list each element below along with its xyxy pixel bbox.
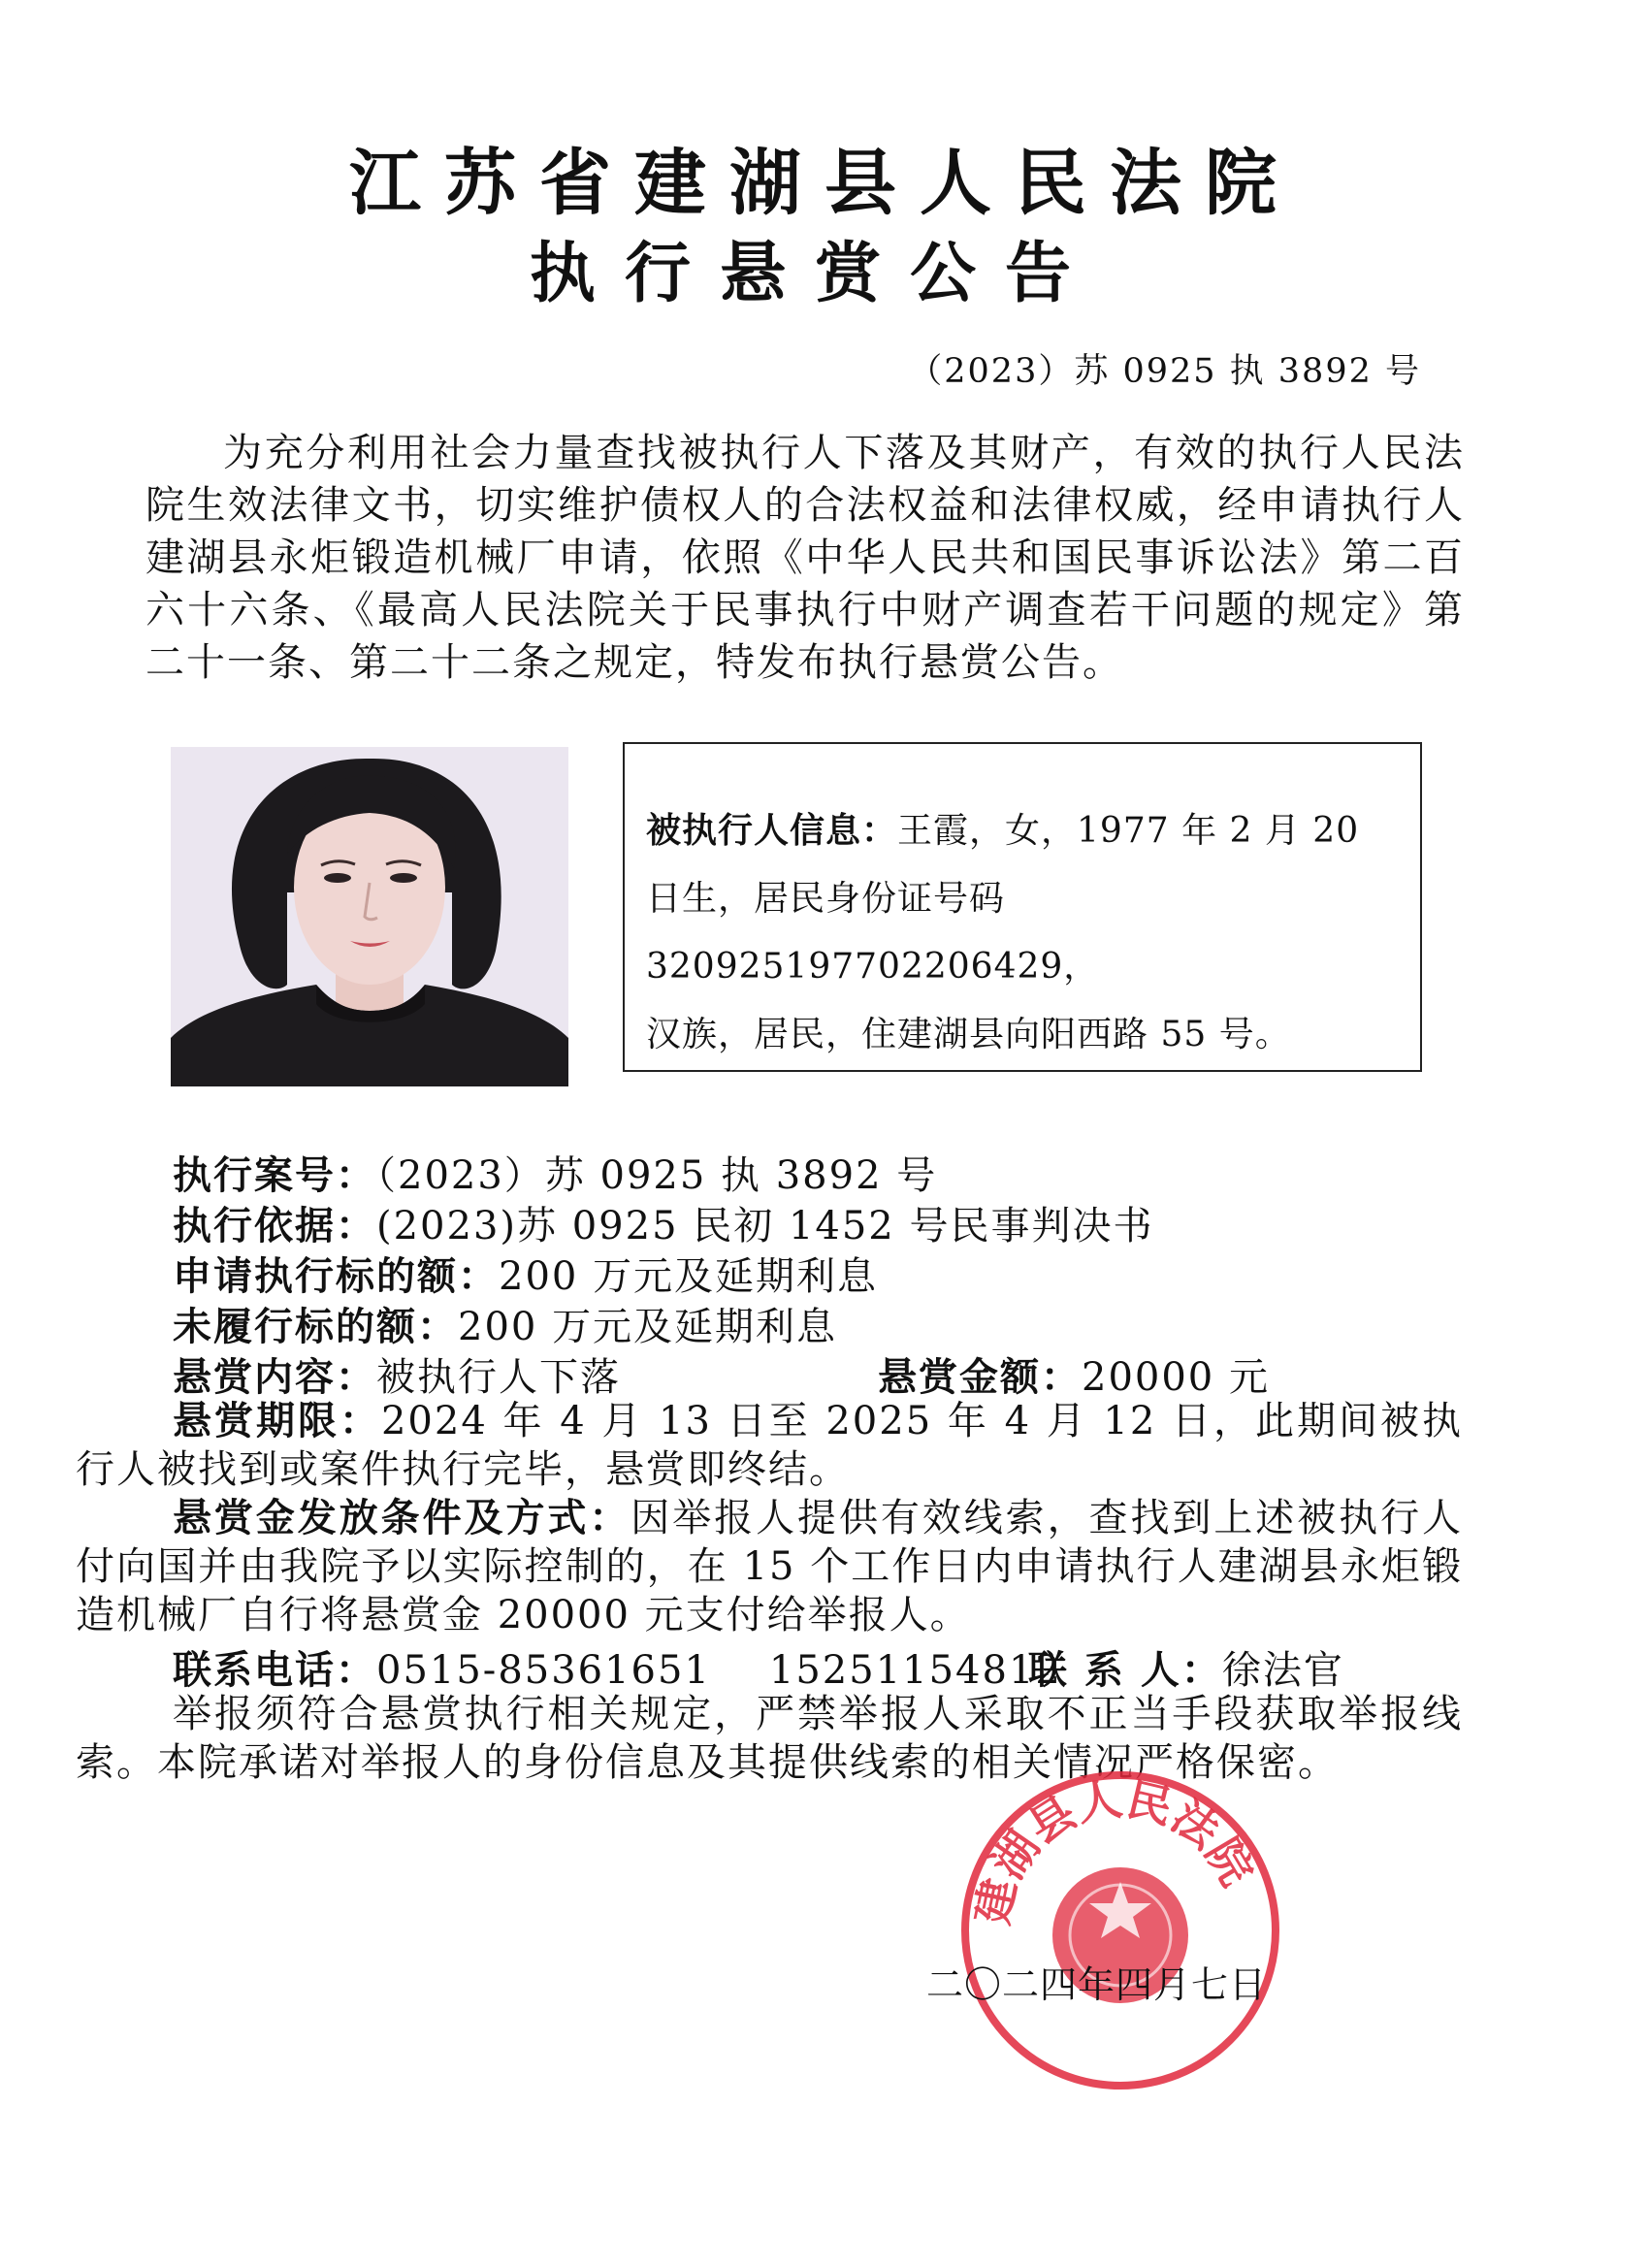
phone-label: 联系电话： [173, 1648, 376, 1693]
phone-value-1: 0515-85361651 [376, 1648, 711, 1693]
person-photo [171, 747, 568, 1086]
contact-label: 联 系 人： [1028, 1648, 1222, 1693]
phone-row [173, 1639, 1062, 1695]
basis-row [173, 1195, 1153, 1250]
reward-content-label: 悬赏内容： [173, 1355, 376, 1400]
payment-value: 因举报人提供有效线索，查找到上述被执行人付向国并由我院予以实际控制的，在 15 个工作日内申请执行人建湖县永炬锻造机械厂自行将悬赏金 20000 元支付给举报人。 [76, 1496, 1464, 1637]
case-number: （2023）苏 0925 执 3892 号 [908, 352, 1421, 391]
notice-title: 执行悬赏公告 [529, 236, 1100, 312]
reward-content-row [173, 1346, 621, 1402]
seal-text: 建湖县人民法院 [965, 1771, 1264, 1929]
person-info-line2: 日生，居民身份证号码 320925197702206429， [646, 879, 1100, 987]
reward-amount-label: 悬赏金额： [878, 1355, 1082, 1400]
payment-label: 悬赏金发放条件及方式： [173, 1496, 631, 1540]
person-info-line1: 王霞，女，1977 年 2 月 20 [897, 811, 1360, 851]
payment-row [76, 1494, 1463, 1639]
reward-period-value: 2024 年 4 月 13 日至 2025 年 4 月 12 日，此期间被执行人被找到或案件执行完毕，悬赏即终结。 [76, 1399, 1464, 1492]
reward-content-value: 被执行人下落 [376, 1355, 621, 1400]
reward-period-label: 悬赏期限： [173, 1399, 381, 1443]
unperformed-amount-value: 200 万元及延期利息 [458, 1305, 838, 1349]
case-number-row [173, 1145, 937, 1200]
apply-amount-label: 申请执行标的额： [173, 1254, 499, 1299]
basis-label: 执行依据： [173, 1204, 376, 1248]
apply-amount-row [173, 1246, 878, 1301]
reward-amount-value: 20000 元 [1082, 1355, 1270, 1400]
court-seal [955, 1766, 1285, 2095]
confidentiality-notice: 举报须符合悬赏执行相关规定，严禁举报人采取不正当手段获取举报线索。本院承诺对举报人的身份信息及其提供线索的相关情况严格保密。 [76, 1692, 1463, 1785]
issue-date: 二〇二四年四月七日 [926, 1963, 1268, 2006]
person-info-line3: 汉族，居民，住建湖县向阳西路 55 号。 [646, 1015, 1291, 1054]
case-number-label: 执行案号： [173, 1153, 376, 1198]
reward-period-row [76, 1397, 1463, 1494]
contact-value: 徐法官 [1221, 1648, 1344, 1693]
reward-amount-row [878, 1346, 1270, 1402]
apply-amount-value: 200 万元及延期利息 [499, 1254, 879, 1299]
phone-value-2: 15251154812 [768, 1648, 1062, 1693]
person-info-label: 被执行人信息： [646, 811, 898, 851]
unperformed-amount-row [173, 1296, 837, 1351]
contact-row [1028, 1639, 1344, 1695]
person-info-box [623, 742, 1422, 1072]
basis-value: (2023)苏 0925 民初 1452 号民事判决书 [376, 1204, 1154, 1248]
unperformed-amount-label: 未履行标的额： [173, 1305, 458, 1349]
court-title: 江苏省建湖县人民法院 [349, 142, 1300, 225]
case-number-value: （2023）苏 0925 执 3892 号 [376, 1153, 938, 1198]
intro-paragraph: 为充分利用社会力量查找被执行人下落及其财产，有效的执行人民法院生效法律文书，切实维护债权人的合法权益和法律权威，经申请执行人建湖县永炬锻造机械厂申请，依照《中华人民共和国民事诉讼法》第二百六十六条、《最高人民法院关于民事执行中财产调查若干问题的规定》第二十一条、第二十二条之规定，特发布执行悬赏公告。 [146, 431, 1465, 685]
